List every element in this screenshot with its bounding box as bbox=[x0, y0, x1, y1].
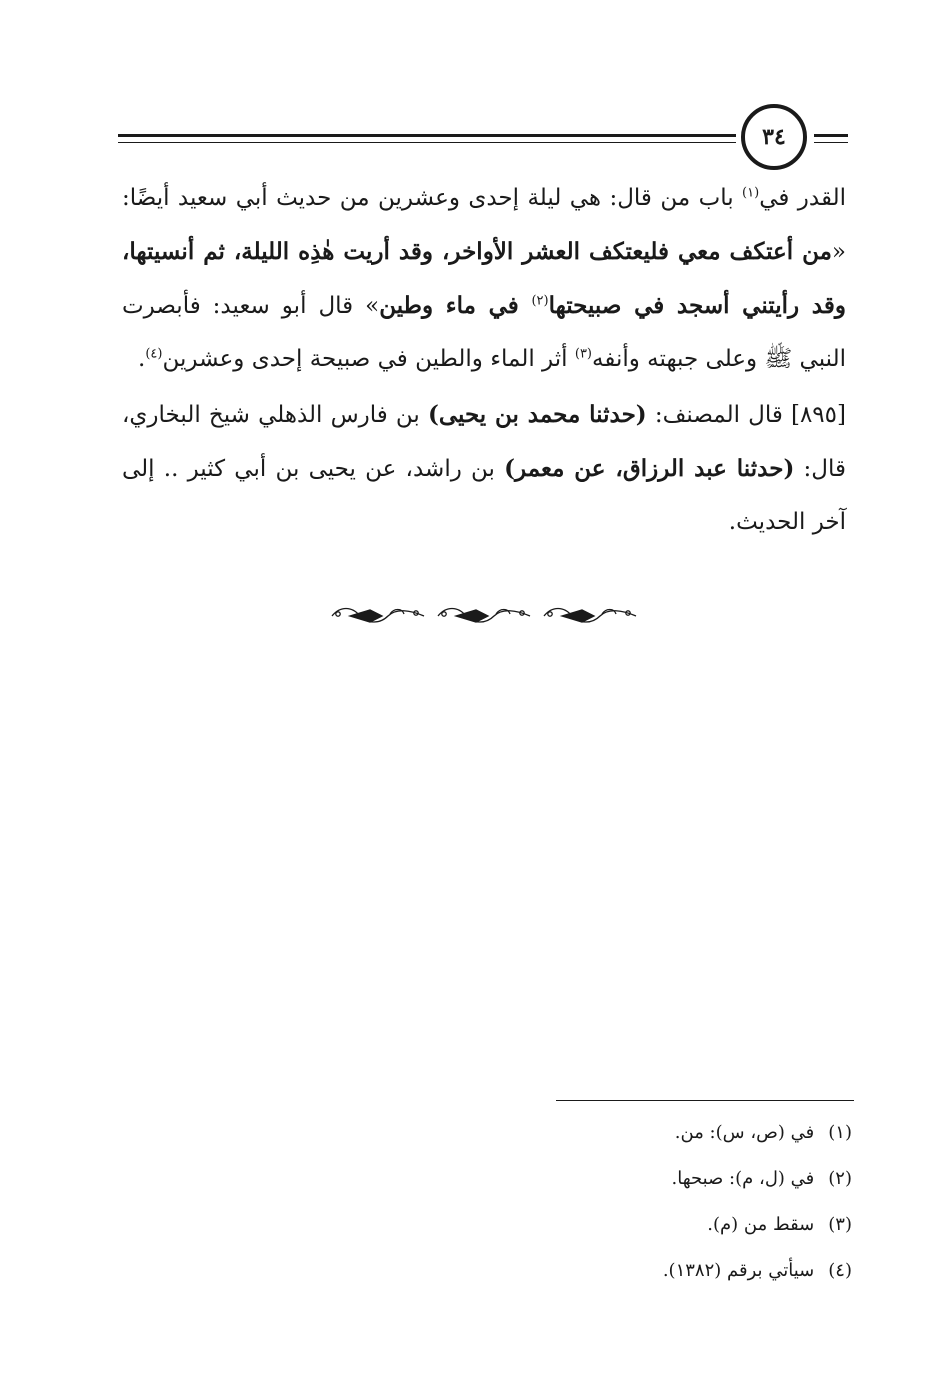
footnote-text: في (ل، م): صبحها. bbox=[671, 1168, 815, 1189]
footnote-number: (١) bbox=[828, 1122, 852, 1143]
footnote bbox=[500, 1248, 852, 1294]
footnote bbox=[500, 1202, 852, 1248]
page-header bbox=[118, 104, 848, 172]
footnote-ref: (٣) bbox=[574, 346, 592, 362]
header-rule-thin-right bbox=[814, 142, 848, 143]
footnote-number: (٤) bbox=[828, 1260, 852, 1281]
page-number: ٣٤ bbox=[741, 104, 807, 170]
footnote bbox=[500, 1156, 852, 1202]
main-text bbox=[122, 172, 846, 549]
header-rule-thin bbox=[118, 142, 736, 143]
hadith-text: من أعتكف معي فليعتكف العشر الأواخر، وقد أريت هٰذِه الليلة، ثم أنسيتها، وقد رأيتني أسجد في صبيحتها bbox=[122, 238, 846, 319]
text-run: [٨٩٥] قال المصنف: bbox=[646, 402, 846, 428]
footnote-ref: (٢) bbox=[531, 293, 549, 309]
footnote bbox=[500, 1110, 852, 1156]
hadith-text: (حدثنا محمد بن يحيى) bbox=[427, 401, 647, 428]
footnotes bbox=[500, 1110, 852, 1294]
header-rule-thick bbox=[118, 134, 736, 137]
hadith-text: في ماء وطين bbox=[379, 292, 532, 319]
text-run: القدر في bbox=[759, 185, 846, 211]
footnote-number: (٢) bbox=[828, 1168, 852, 1189]
footnote-number: (٣) bbox=[828, 1214, 852, 1235]
hadith-text: (حدثنا عبد الرزاق، عن معمر) bbox=[504, 455, 795, 482]
paragraph bbox=[122, 388, 846, 549]
text-run: أثر الماء والطين في صبيحة إحدى وعشرين bbox=[162, 346, 575, 372]
text-run: » قال أبو سعيد: فأبصرت النبي ﷺ وعلى جبهته وأنفه bbox=[122, 293, 846, 372]
text-run: باب من قال: هي ليلة إحدى وعشرين من حديث أبي سعيد أيضًا: « bbox=[122, 185, 846, 265]
footnote-ref: (١) bbox=[742, 185, 760, 201]
text-run: بن فارس الذهلي شيخ البخاري، قال: bbox=[122, 402, 846, 482]
text-run: بن راشد، عن يحيى بن أبي كثير .. إلى آخر الحديث. bbox=[122, 456, 846, 535]
footnote-separator bbox=[556, 1100, 854, 1101]
floral-divider-icon bbox=[330, 602, 640, 628]
text-run: . bbox=[138, 346, 146, 372]
footnote-ref: (٤) bbox=[145, 346, 163, 362]
footnote-text: سقط من (م). bbox=[707, 1214, 815, 1235]
header-rule-thick-right bbox=[814, 134, 848, 137]
footnote-text: سيأتي برقم (١٣٨٢). bbox=[662, 1260, 815, 1281]
paragraph bbox=[122, 172, 846, 386]
footnote-text: في (ص، س): من. bbox=[674, 1122, 815, 1143]
